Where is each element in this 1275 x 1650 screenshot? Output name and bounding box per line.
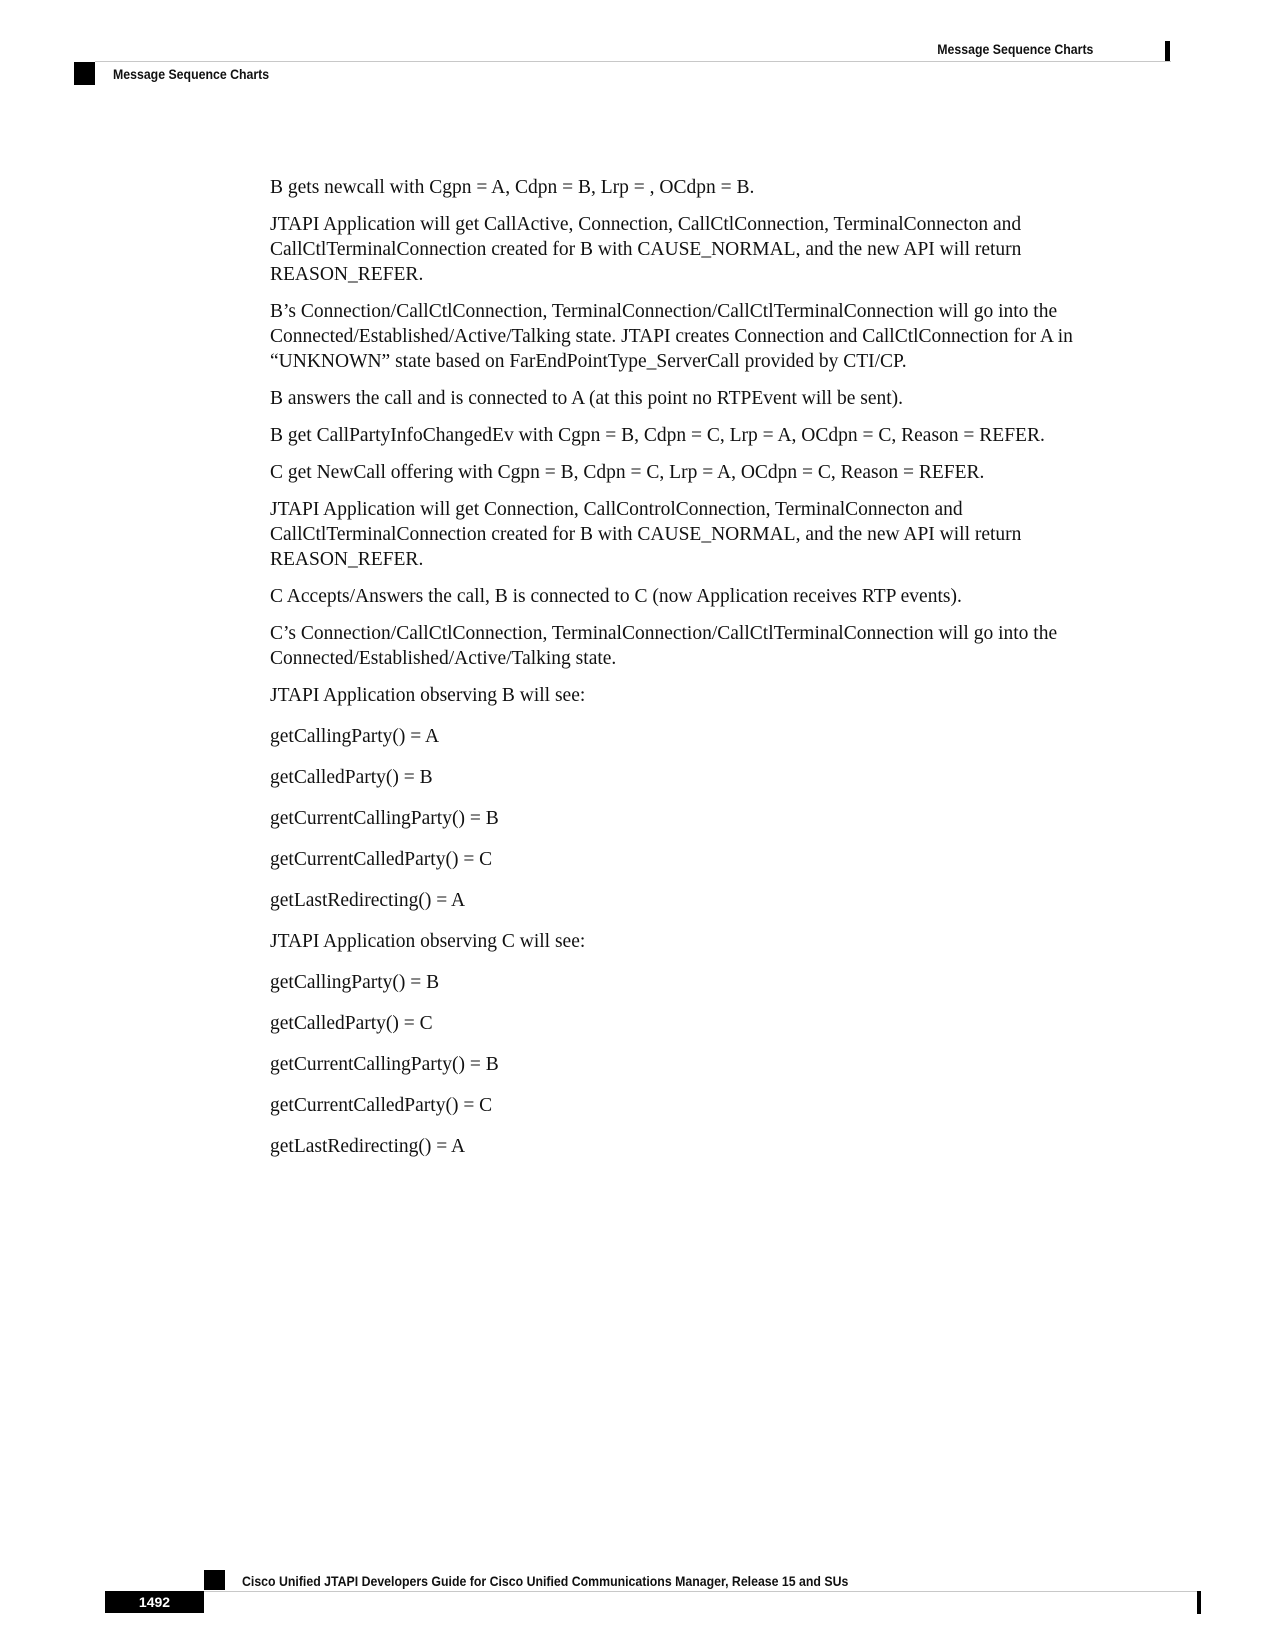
body-paragraph: B gets newcall with Cgpn = A, Cdpn = B, Lrp = , OCdpn = B. — [270, 177, 755, 198]
body-paragraph: B get CallPartyInfoChangedEv with Cgpn = B, Cdpn = C, Lrp = A, OCdpn = C, Reason = REFER. — [270, 425, 1045, 446]
method-result-line: getCurrentCallingParty() = B — [270, 808, 499, 829]
method-result-line: getLastRedirecting() = A — [270, 890, 466, 911]
header-divider — [95, 61, 1171, 62]
body-paragraph: JTAPI Application observing B will see: — [270, 685, 586, 706]
method-result-line: getCurrentCallingParty() = B — [270, 1054, 499, 1075]
body-paragraph: C’s Connection/CallCtlConnection, TerminalConnection/CallCtlTerminalConnection will go into the Connected/Established/Active/Talking state. — [270, 623, 1058, 669]
body-paragraph: JTAPI Application observing C will see: — [270, 931, 586, 952]
body-paragraph: JTAPI Application will get CallActive, Connection, CallCtlConnection, TerminalConnecton and CallCtlTerminalConnection created for B with CAUSE_NORMAL, and the new API will return REASON_REFER. — [270, 214, 1022, 285]
footer-divider — [204, 1591, 1199, 1592]
method-result-line: getLastRedirecting() = A — [270, 1136, 466, 1157]
method-result-line: getCurrentCalledParty() = C — [270, 849, 493, 870]
body-paragraph: B’s Connection/CallCtlConnection, TerminalConnection/CallCtlTerminalConnection will go into the Connected/Established/Active/Talking state. JTAPI creates Connection and CallCtlConnection for A in “UNKNOWN” state based on FarEndPointType_ServerCall provided by CTI/CP. — [270, 301, 1073, 372]
body-paragraph: B answers the call and is connected to A (at this point no RTPEvent will be sent). — [270, 388, 904, 409]
method-result-line: getCallingParty() = A — [270, 726, 440, 747]
page-body — [270, 175, 1140, 1175]
body-paragraph: JTAPI Application will get Connection, CallControlConnection, TerminalConnecton and CallCtlTerminalConnection created for B with CAUSE_NORMAL, and the new API will return REASON_REFER. — [270, 499, 1022, 570]
method-result-line: getCalledParty() = C — [270, 1013, 433, 1034]
method-result-line: getCalledParty() = B — [270, 767, 433, 788]
page-number: 1492 — [105, 1591, 204, 1613]
footer-marker-block — [204, 1570, 225, 1590]
header-section-title: Message Sequence Charts — [936, 41, 1093, 57]
method-result-line: getCurrentCalledParty() = C — [270, 1095, 493, 1116]
header-chapter-title: Message Sequence Charts — [113, 66, 270, 82]
footer-book-title: Cisco Unified JTAPI Developers Guide for Cisco Unified Communications Manager, Release 15 and SUs — [242, 1573, 849, 1589]
body-paragraph: C Accepts/Answers the call, B is connected to C (now Application receives RTP events). — [270, 586, 962, 607]
footer-marker-bar — [1197, 1591, 1201, 1614]
method-result-line: getCallingParty() = B — [270, 972, 440, 993]
header-marker-bar — [1165, 41, 1170, 61]
header-marker-block — [74, 62, 95, 85]
body-paragraph: C get NewCall offering with Cgpn = B, Cdpn = C, Lrp = A, OCdpn = C, Reason = REFER. — [270, 462, 985, 483]
